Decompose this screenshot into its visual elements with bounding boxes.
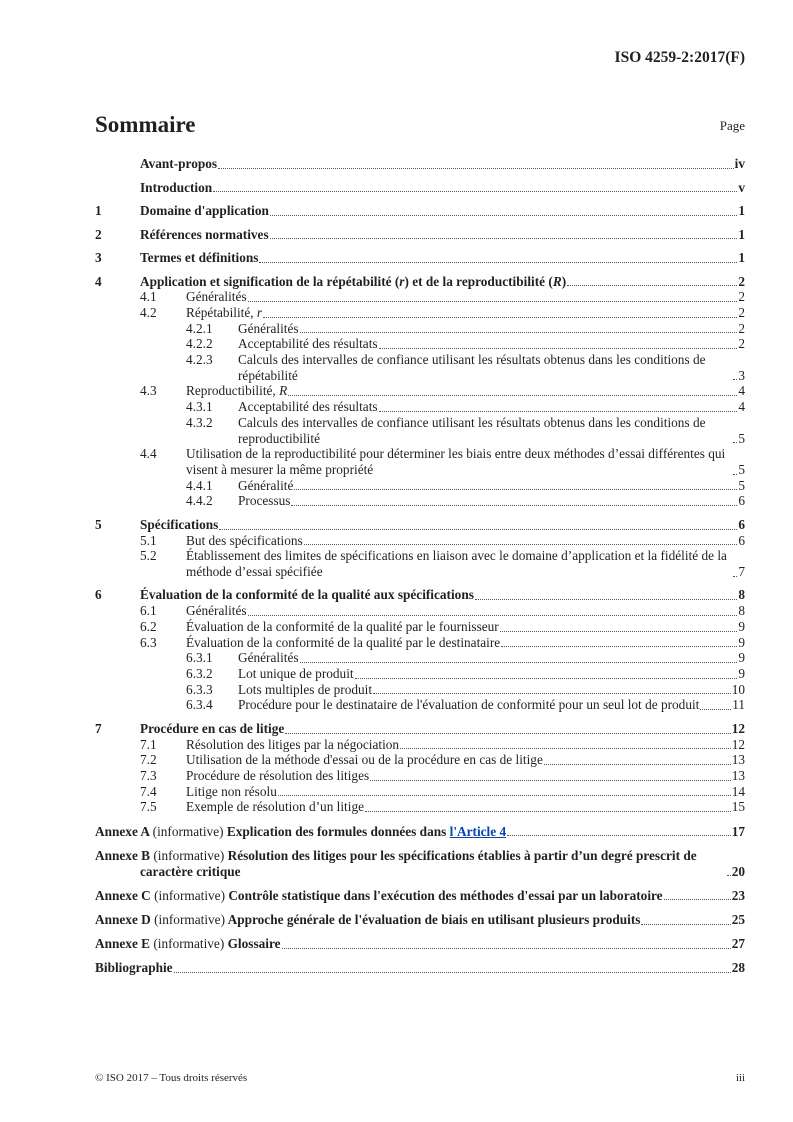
toc-entry-page: 2 bbox=[738, 289, 745, 305]
toc-title-part: ) bbox=[561, 273, 567, 289]
toc-entry-number: 7.3 bbox=[140, 767, 157, 783]
dot-leader bbox=[501, 646, 737, 647]
toc-entry[interactable] bbox=[95, 336, 745, 352]
footer-copyright: © ISO 2017 – Tous droits réservés bbox=[95, 1072, 248, 1084]
dot-leader bbox=[174, 972, 731, 973]
toc-entry[interactable] bbox=[95, 721, 745, 737]
dot-leader bbox=[370, 780, 731, 781]
toc-entry-page: 1 bbox=[738, 226, 745, 242]
toc-entry-title bbox=[95, 912, 640, 928]
toc-entry-title bbox=[238, 336, 378, 352]
toc-entry-page: 12 bbox=[731, 720, 745, 736]
toc-title-part: Évaluation de la conformité de la qualité aux spécifications bbox=[140, 587, 474, 603]
toc-title-part: Annexe C bbox=[95, 887, 155, 903]
toc-entry-number: 5.2 bbox=[140, 548, 157, 564]
dot-leader bbox=[365, 811, 731, 812]
toc-entry-title bbox=[238, 352, 732, 383]
toc-title-part: Acceptabilité des résultats bbox=[238, 399, 378, 415]
dot-leader bbox=[219, 529, 737, 530]
toc-title-part: Glossaire bbox=[224, 936, 281, 952]
toc-entry-page: 10 bbox=[731, 681, 745, 697]
toc-entry[interactable] bbox=[95, 848, 745, 879]
dot-leader bbox=[544, 764, 731, 765]
toc-entry-title bbox=[186, 305, 262, 321]
toc-entry-title bbox=[140, 274, 566, 290]
toc-title-part: Procédure de résolution des litiges bbox=[186, 767, 370, 783]
toc-title-part: Établissement des limites de spécifications en liaison avec le domaine d’application et la fidélité de la méthode d’essai spécifiée bbox=[186, 548, 727, 579]
toc-title-part: Litige non résolu bbox=[186, 783, 277, 799]
toc-entry-number: 6.3 bbox=[140, 634, 157, 650]
toc-title-part: Processus bbox=[238, 493, 291, 509]
toc-entry-title bbox=[186, 619, 499, 635]
toc-entry[interactable] bbox=[95, 587, 745, 603]
toc-entry-number: 4.2 bbox=[140, 304, 157, 320]
toc-entry-number: 5.1 bbox=[140, 532, 157, 548]
toc-entry[interactable] bbox=[95, 650, 745, 666]
toc-entry-number: 4.3.1 bbox=[186, 399, 213, 415]
dot-leader bbox=[379, 348, 738, 349]
toc-title-part: Explication des formules données dans bbox=[223, 823, 450, 839]
toc-entry-number: 4.2.1 bbox=[186, 320, 213, 336]
toc-entry-number: 6 bbox=[95, 587, 102, 603]
dot-leader bbox=[270, 238, 738, 239]
toc-entry[interactable] bbox=[95, 697, 745, 713]
dot-leader bbox=[282, 948, 731, 949]
dot-leader bbox=[500, 631, 738, 632]
toc-entry-page: v bbox=[738, 179, 745, 195]
toc-title-part: (informative) bbox=[154, 887, 225, 903]
toc-entry[interactable] bbox=[95, 737, 745, 753]
toc-entry-title bbox=[140, 517, 218, 533]
toc-title-part: Références normatives bbox=[140, 226, 269, 242]
dot-leader bbox=[641, 924, 730, 925]
dot-leader bbox=[248, 301, 738, 302]
toc-entry[interactable] bbox=[95, 274, 745, 290]
dot-leader bbox=[733, 442, 737, 443]
toc-entry-title bbox=[140, 587, 474, 603]
toc-title-part: Résolution des litiges par la négociation bbox=[186, 736, 400, 752]
toc-entry[interactable] bbox=[95, 203, 745, 219]
toc-entry-number: 4.3.2 bbox=[186, 414, 213, 430]
toc-title-part: Généralités bbox=[186, 289, 247, 305]
dot-leader bbox=[263, 317, 737, 318]
toc-entry-page: 6 bbox=[738, 516, 745, 532]
toc-entry-number: 6.2 bbox=[140, 618, 157, 634]
toc-entry[interactable] bbox=[95, 666, 745, 682]
toc-entry-number: 6.3.4 bbox=[186, 697, 213, 713]
toc-entry-number: 6.3.2 bbox=[186, 665, 213, 681]
toc-entry-number: 4.1 bbox=[140, 289, 157, 305]
toc-entry-page: 8 bbox=[738, 603, 745, 619]
toc-entry-number: 6.3.1 bbox=[186, 650, 213, 666]
dot-leader bbox=[567, 285, 737, 286]
toc-title-part: Répétabilité, bbox=[186, 304, 257, 320]
toc-entry-number: 7.2 bbox=[140, 752, 157, 768]
toc-entry-page: 8 bbox=[738, 587, 745, 603]
toc-entry-title bbox=[186, 768, 369, 784]
toc-entry-title bbox=[186, 603, 247, 619]
toc-title-part: Procédure en cas de litige bbox=[140, 720, 285, 736]
toc-entry-page: 4 bbox=[738, 383, 745, 399]
toc-entry-page: 3 bbox=[738, 367, 745, 383]
toc-title-part: (informative) bbox=[153, 847, 225, 863]
toc-title-part: R bbox=[279, 383, 288, 399]
toc-title-part: Lots multiples de produit bbox=[238, 681, 373, 697]
toc-entry[interactable] bbox=[95, 399, 745, 415]
toc-entry-page: 20 bbox=[731, 863, 745, 879]
toc-title-part: Évaluation de la conformité de la qualité par le destinataire bbox=[186, 634, 501, 650]
toc-entry-number: 4.2.2 bbox=[186, 336, 213, 352]
toc-entry-page: 6 bbox=[738, 532, 745, 548]
toc-entry[interactable] bbox=[95, 824, 745, 840]
page-column-label: Page bbox=[719, 118, 745, 133]
dot-leader bbox=[285, 733, 730, 734]
toc-entry-title bbox=[186, 446, 732, 477]
toc-entry-title bbox=[95, 960, 173, 976]
toc-title-part: Généralités bbox=[238, 320, 299, 336]
toc-entry[interactable] bbox=[95, 305, 745, 321]
toc-title-part: But des spécifications bbox=[186, 532, 303, 548]
dot-leader bbox=[270, 215, 737, 216]
toc-entry-number: 6.3.3 bbox=[186, 681, 213, 697]
toc-entry-number: 4.4.2 bbox=[186, 493, 213, 509]
toc-title-part: R bbox=[552, 273, 562, 289]
toc-entry-page: 11 bbox=[732, 697, 745, 713]
toc-title-part: Avant-propos bbox=[140, 156, 218, 171]
dot-leader bbox=[733, 576, 737, 577]
toc-entry[interactable] bbox=[95, 533, 745, 549]
footer-page-number: iii bbox=[735, 1072, 745, 1084]
dot-leader bbox=[379, 411, 738, 412]
toc-entry-page: 2 bbox=[738, 273, 745, 289]
toc-title-part: Approche générale de l'évaluation de biais en utilisant plusieurs produits bbox=[225, 911, 641, 927]
toc-entry-page: 2 bbox=[738, 304, 745, 320]
document-id: ISO 4259-2:2017(F) bbox=[614, 49, 745, 66]
toc-entry-title bbox=[140, 227, 269, 243]
toc-entry-number: 4 bbox=[95, 273, 102, 289]
toc-title-part: Lot unique de produit bbox=[238, 665, 354, 681]
toc-entry-page: 9 bbox=[738, 634, 745, 650]
toc-entry[interactable] bbox=[95, 784, 745, 800]
toc-title-part: Calculs des intervalles de confiance utilisant les résultats obtenus dans les conditions de reproductibilité bbox=[238, 414, 706, 446]
toc-title-part: Acceptabilité des résultats bbox=[238, 336, 378, 352]
toc-entry-title bbox=[95, 824, 506, 840]
toc-title-part: Annexe D bbox=[95, 911, 155, 927]
toc-entry-page: 15 bbox=[731, 799, 745, 815]
toc-title-part: Reproductibilité, bbox=[186, 383, 280, 399]
toc-entry-title bbox=[186, 752, 543, 768]
toc-entry[interactable] bbox=[95, 156, 745, 172]
toc-entry-title bbox=[140, 250, 258, 266]
toc-title-part: (informative) bbox=[152, 823, 224, 839]
dot-leader bbox=[475, 599, 737, 600]
toc-title-part: Annexe E bbox=[95, 936, 154, 952]
toc-entry[interactable] bbox=[95, 180, 745, 196]
toc-entry-title bbox=[186, 784, 277, 800]
toc-entry-title bbox=[95, 848, 726, 879]
toc-entry-number: 3 bbox=[95, 250, 102, 265]
toc-entry[interactable] bbox=[95, 383, 745, 399]
toc-entry-title bbox=[238, 650, 299, 666]
dot-leader bbox=[248, 615, 738, 616]
toc-entry-page: 2 bbox=[738, 320, 745, 336]
toc-entry-number: 1 bbox=[95, 203, 102, 218]
dot-leader bbox=[733, 379, 737, 380]
toc-entry[interactable] bbox=[95, 548, 745, 579]
toc-entry-number: 4.4.1 bbox=[186, 477, 213, 493]
toc-title-part: Exemple de résolution d’un litige bbox=[186, 799, 364, 815]
toc-title-part: Résolution des litiges pour les spécifications établies à partir d’un degré prescrit de caractère critique bbox=[140, 847, 697, 879]
toc-title-part: Contrôle statistique dans l'exécution des méthodes d'essai par un laboratoire bbox=[225, 887, 663, 903]
toc-entry[interactable] bbox=[95, 799, 745, 815]
dot-leader bbox=[218, 168, 734, 169]
toc-entry-page: 9 bbox=[738, 650, 745, 666]
toc-title-part: (informative) bbox=[153, 936, 225, 952]
toc-entry-title bbox=[238, 399, 378, 415]
toc-entry-number: 7.1 bbox=[140, 736, 157, 752]
toc-entry-title bbox=[95, 888, 663, 904]
toc-entry-number: 4.4 bbox=[140, 446, 157, 462]
toc-title-part: Généralités bbox=[186, 603, 247, 619]
toc-entry-title bbox=[238, 478, 293, 494]
toc-entry[interactable] bbox=[95, 752, 745, 768]
toc-entry-page: 2 bbox=[738, 336, 745, 352]
toc-entry-page: 17 bbox=[731, 823, 745, 839]
toc-entry-page: 4 bbox=[738, 399, 745, 415]
toc-title-part: Annexe A bbox=[95, 823, 153, 839]
toc-entry-title bbox=[186, 548, 732, 579]
toc-title-part: r bbox=[399, 273, 405, 289]
toc-entry-page: 14 bbox=[731, 783, 745, 799]
toc-entry-number: 2 bbox=[95, 226, 102, 242]
toc-entry-number: 4.2.3 bbox=[186, 352, 213, 368]
toc-entry-number: 7 bbox=[95, 720, 102, 736]
dot-leader bbox=[213, 191, 737, 192]
toc-entry-title bbox=[238, 697, 699, 713]
toc-entry-page: 5 bbox=[738, 430, 745, 446]
toc-entry[interactable] bbox=[95, 493, 745, 509]
toc-entry[interactable] bbox=[95, 517, 745, 533]
dot-leader bbox=[304, 544, 738, 545]
toc-entry[interactable] bbox=[95, 415, 745, 446]
toc-entry-title bbox=[95, 936, 281, 952]
dot-leader bbox=[373, 693, 731, 694]
dot-leader bbox=[733, 474, 737, 475]
toc-entry-title bbox=[186, 383, 287, 399]
toc-entry-page: 27 bbox=[731, 936, 745, 952]
toc-entry[interactable] bbox=[95, 936, 745, 952]
toc-title-part: Évaluation de la conformité de la qualité par le fournisseur bbox=[186, 618, 499, 634]
dot-leader bbox=[507, 835, 731, 836]
toc-entry-title bbox=[186, 737, 399, 753]
toc-title-part: Termes et définitions bbox=[140, 250, 259, 265]
toc-title-part: Procédure pour le destinataire de l'évaluation de conformité pour un seul lot de produit bbox=[238, 697, 700, 713]
article-link[interactable]: l'Article 4 bbox=[449, 823, 507, 839]
toc-entry-page: 13 bbox=[731, 767, 745, 783]
toc-entry-number: 6.1 bbox=[140, 603, 157, 619]
toc-entry[interactable] bbox=[95, 478, 745, 494]
toc-entry-page: 1 bbox=[738, 203, 745, 218]
dot-leader bbox=[700, 709, 731, 710]
toc-title-part: (informative) bbox=[154, 911, 225, 927]
toc-entry-number: 5 bbox=[95, 516, 102, 532]
toc-entry[interactable] bbox=[95, 960, 745, 976]
toc-entry-page: 9 bbox=[738, 665, 745, 681]
toc-entry-page: 9 bbox=[738, 618, 745, 634]
toc-entry-page: 23 bbox=[731, 887, 745, 903]
toc-entry[interactable] bbox=[95, 250, 745, 266]
toc-entry-title bbox=[238, 493, 290, 509]
toc-entry[interactable] bbox=[95, 619, 745, 635]
toc-entry-number: 7.5 bbox=[140, 799, 157, 815]
toc-title-part: Bibliographie bbox=[95, 960, 173, 976]
dot-leader bbox=[400, 748, 731, 749]
dot-leader bbox=[288, 395, 737, 396]
toc-entry[interactable] bbox=[95, 321, 745, 337]
toc-entry-page: 25 bbox=[731, 911, 745, 927]
page-title: Sommaire bbox=[95, 112, 196, 137]
toc-entry-page: 6 bbox=[738, 493, 745, 509]
toc-entry-page: 5 bbox=[738, 477, 745, 493]
toc-entry-title bbox=[238, 415, 732, 446]
dot-leader bbox=[278, 795, 731, 796]
toc-entry-title bbox=[140, 721, 284, 737]
toc-entry-page: 13 bbox=[731, 752, 745, 768]
toc-entry-title bbox=[186, 635, 500, 651]
table-of-contents bbox=[95, 156, 745, 976]
toc-entry-title bbox=[238, 666, 354, 682]
toc-entry-title bbox=[140, 156, 217, 172]
toc-title-part: Annexe B bbox=[95, 847, 154, 863]
toc-entry[interactable] bbox=[95, 352, 745, 383]
toc-entry-title bbox=[186, 799, 364, 815]
dot-leader bbox=[294, 489, 737, 490]
toc-entry[interactable] bbox=[95, 289, 745, 305]
toc-entry[interactable] bbox=[95, 912, 745, 928]
toc-entry-page: iv bbox=[734, 156, 745, 171]
dot-leader bbox=[300, 332, 738, 333]
toc-title-part: Domaine d'application bbox=[140, 203, 269, 218]
toc-entry[interactable] bbox=[95, 888, 745, 904]
toc-entry[interactable] bbox=[95, 682, 745, 698]
toc-entry-page: 28 bbox=[731, 960, 745, 976]
toc-entry-title bbox=[140, 180, 212, 196]
toc-entry-page: 12 bbox=[731, 736, 745, 752]
toc-title-part: Généralités bbox=[238, 650, 299, 666]
dot-leader bbox=[300, 662, 738, 663]
toc-title-part: Introduction bbox=[140, 179, 213, 195]
dot-leader bbox=[355, 678, 738, 679]
toc-title-part: Généralité bbox=[238, 477, 294, 493]
toc-entry[interactable] bbox=[95, 446, 745, 477]
toc-title-part: Spécifications bbox=[140, 516, 219, 532]
toc-entry[interactable] bbox=[95, 635, 745, 651]
toc-entry-title bbox=[140, 203, 269, 219]
toc-entry-page: 1 bbox=[738, 250, 745, 265]
toc-entry-number: 4.3 bbox=[140, 383, 157, 399]
dot-leader bbox=[727, 875, 731, 876]
toc-entry-title bbox=[238, 682, 372, 698]
toc-entry-title bbox=[186, 289, 247, 305]
toc-title-part: Utilisation de la reproductibilité pour déterminer les biais entre deux méthodes d’essai différentes qui visent à mesurer la même propriété bbox=[186, 446, 726, 477]
dot-leader bbox=[259, 262, 737, 263]
dot-leader bbox=[291, 505, 737, 506]
dot-leader bbox=[664, 899, 731, 900]
toc-title-part: Calculs des intervalles de confiance utilisant les résultats obtenus dans les conditions de répétabilité bbox=[238, 352, 706, 383]
toc-title-part: Utilisation de la méthode d'essai ou de la procédure en cas de litige bbox=[186, 752, 543, 768]
toc-title-part: r bbox=[256, 304, 263, 320]
toc-entry-number: 7.4 bbox=[140, 783, 157, 799]
toc-entry-page: 5 bbox=[738, 461, 745, 477]
toc-entry[interactable] bbox=[95, 227, 745, 243]
toc-entry[interactable] bbox=[95, 768, 745, 784]
toc-entry-page: 7 bbox=[738, 563, 745, 579]
toc-entry-title bbox=[186, 533, 303, 549]
toc-entry[interactable] bbox=[95, 603, 745, 619]
toc-title-part: Application et signification de la répétabilité ( bbox=[140, 273, 400, 289]
toc-entry-title bbox=[238, 321, 299, 337]
toc-title-part: ) et de la reproductibilité ( bbox=[404, 273, 553, 289]
